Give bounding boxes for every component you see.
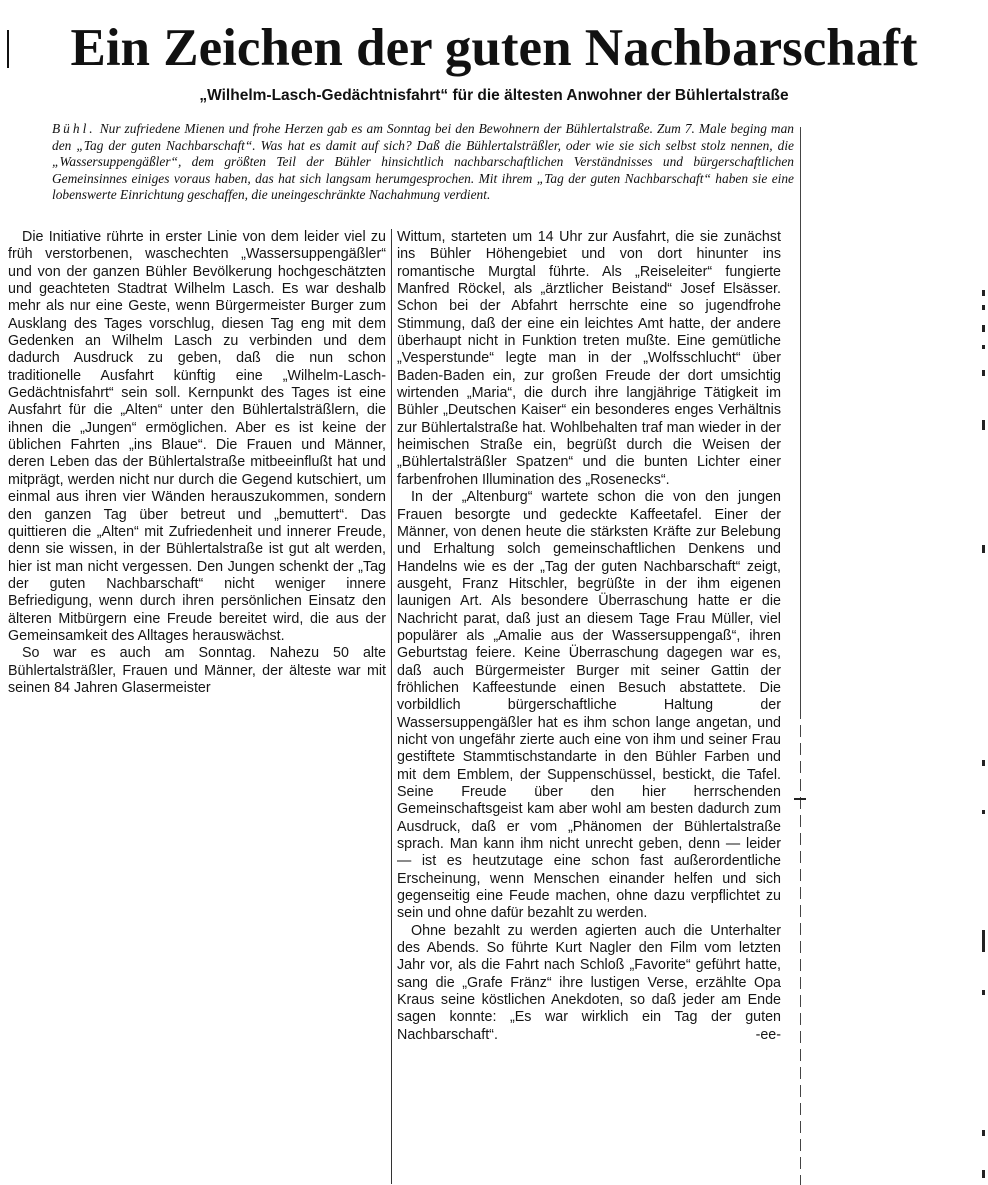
col2-paragraph-2: In der „Altenburg“ wartete schon die von den jungen Frauen besorgte und gedeckte Kaffeetafel. Einer der Männer, von denen heute die stärksten Kräfte zur Belebung und Erhaltung solch gemeinschaftlichen Denkens und Handelns wie es der „Tag der guten Nachbarschaft“ zeigt, ausgeht, Franz Hitschler, begrüßte in der ihm eigenen launigen Art. Als besondere Überraschung hatte er die Nachricht parat, daß just an diesem Tage Frau Müller, viel populärer als „Amalie aus der Wassersuppengaß“, ihren Geburtstag feiere. Keine Überraschung dagegen war es, daß auch Bürgermeister Burger mit seiner Gattin der fröhlichen Kaffeestunde einen Besuch abstattete. Die vorbildlich bürgerschaftliche Haltung der Wassersuppengäßler hat es ihm schon lange angetan, und nicht von ungefähr zierte auch eine von ihm und seiner Frau gestiftete Stammtischstandarte in den Bühler Farben und mit dem Emblem, der Suppenschüssel, bestickt, die Tafel. Seine Freude über den hier herrschenden Gemeinschaftsgeist kam aber wohl am besten dadurch zum Ausdruck, daß er vom „Phänomen der Bühlertalstraße sprach. Man kann ihm nicht unrecht geben, denn — leider — ist es heutzutage eine schon fast außerordentliche Erscheinung, wenn Menschen einander helfen und sich gegenseitig eine Feude machen, ohne dazu verpflichtet zu sein und ohne dafür bezahlt zu werden. <box>397 489 781 922</box>
col2-paragraph-1: Wittum, starteten um 14 Uhr zur Ausfahrt, die sie zunächst ins Bühler Höhengebiet und von dort hinunter ins romantische Murgtal führte. Als „Reiseleiter“ fungierte Manfred Röckel, als „ärztlicher Beistand“ Josef Elsässer. Schon bei der Abfahrt herrschte eine so jugendfrohe Stimmung, daß der eine ein leichtes Amt hatte, der andere überhaupt nicht in Funktion treten mußte. Eine gemütliche „Vesperstunde“ legte man in der „Wolfsschlucht“ über Baden-Baden ein, zur großen Freude der dort umsichtig wirtenden „Maria“, die durch ihre langjährige Tätigkeit im Bühler „Deutschen Kaiser“ ein besonderes enges Verhältnis zur Bühlertalstraße hat. Wohlbehalten traf man wieder in der heimischen Straße ein, begrüßt durch die Weisen der „Bühlertalsträßler Spatzen“ und die bunten Lichter einer farbenfrohen Illumination des „Rosenecks“. <box>397 229 781 488</box>
lead-dateline: Bühl. <box>52 121 96 136</box>
headline: Ein Zeichen der guten Nachbarschaft <box>70 19 918 77</box>
right-border-rule-dashed <box>800 725 801 1185</box>
col2-paragraph-3-text: Ohne bezahlt zu werden agierten auch die Unterhalter des Abends. So führte Kurt Nagler den Film vom letzten Jahr vor, als die Fahrt nach Schloß „Favorite“ geführt hatte, sang die „Grafe Fränz“ ihre lustigen Verse, erzählte Opa Kraus seine köstlichen Anekdoten, so daß jeder am Ende sagen konnte: „Es war wirklich ein Tag der guten Nachbarschaft“. <box>397 922 781 1043</box>
col1-paragraph-1: Die Initiative rührte in erster Linie von dem leider viel zu früh verstorbenen, waschechten „Wassersuppengäßler“ und von der ganzen Bühler Bevölkerung hochgeschätzten und geachteten Stadtrat Wilhelm Lasch. Es war deshalb mehr als nur eine Geste, wenn Bürgermeister Burger zum Ausklang des Tages vorschlug, diesen Tag eng mit dem Gedenken an Wilhelm Lasch zu verbinden und dem dadurch Ausdruck zu geben, daß die nun schon traditionelle Ausfahrt künftig eine „Wilhelm-Lasch-Gedächtnisfahrt“ sein soll. Kernpunkt des Tages ist eine Ausfahrt für die „Alten“ unter den Bühlertalsträßlern, die ihnen die „Jungen“ ermöglichen. Aber es ist keine der üblichen Fahrten „ins Blaue“. Die Frauen und Männer, deren Leben das der Bühlertalstraße mitbeeinflußt hat und mitprägt, werden nicht nur durch die Gegend kutschiert, um einmal aus ihren vier Wänden herauszukommen, sondern den ganzen Tag über betreut und „bemuttert“. Das quittieren die „Alten“ mit Zufriedenheit und innerer Freude, denn sie wissen, in der Bühlertalstraße ist gut alt werden, hier ist man nicht vergessen. Den Jungen schenkt der „Tag der guten Nachbarschaft“ nicht weniger innere Befriedigung, wenn durch ihren persönlichen Einsatz den älteren Mitbürgern eine Freude bereitet wird, die aus der Gemeinsamkeit des Alltages herauswächst. <box>8 229 386 644</box>
author-signoff: -ee- <box>755 1026 781 1043</box>
right-border-rule <box>800 127 801 719</box>
lead-paragraph <box>52 121 794 204</box>
right-border-tick <box>794 798 806 800</box>
scan-edge-marks <box>980 120 988 1185</box>
col2-paragraph-3 <box>397 923 781 1044</box>
subheadline: „Wilhelm-Lasch-Gedächtnisfahrt“ für die ältesten Anwohner der Bühlertalstraße <box>199 87 789 104</box>
column-1 <box>8 229 386 697</box>
lead-text: Nur zufriedene Mienen und frohe Herzen gab es am Sonntag bei den Bewohnern der Bühlertalstraße. Zum 7. Male beging man den „Tag der guten Nachbarschaft“. Was hat es damit auf sich? Daß die Bühlertalsträßler, oder wie sie sich selbst stolz nennen, die „Wassersuppengäßler“, dem größten Teil der Bühler hinsichtlich nachbarschaftlichen Verständnisses und bürgerschaftlichen Gemeinsinnes einiges voraus haben, das hat sich langsam herumgesprochen. Mit ihrem „Tag der guten Nachbarschaft“ haben sie eine lobenswerte Einrichtung geschaffen, die uneingeschränkte Nachahmung verdient. <box>52 121 794 203</box>
col1-paragraph-2: So war es auch am Sonntag. Nahezu 50 alte Bühlertalsträßler, Frauen und Männer, der älteste war mit seinen 84 Jahren Glasermeister <box>8 645 386 696</box>
column-2 <box>397 229 781 1044</box>
column-divider <box>391 229 392 1184</box>
